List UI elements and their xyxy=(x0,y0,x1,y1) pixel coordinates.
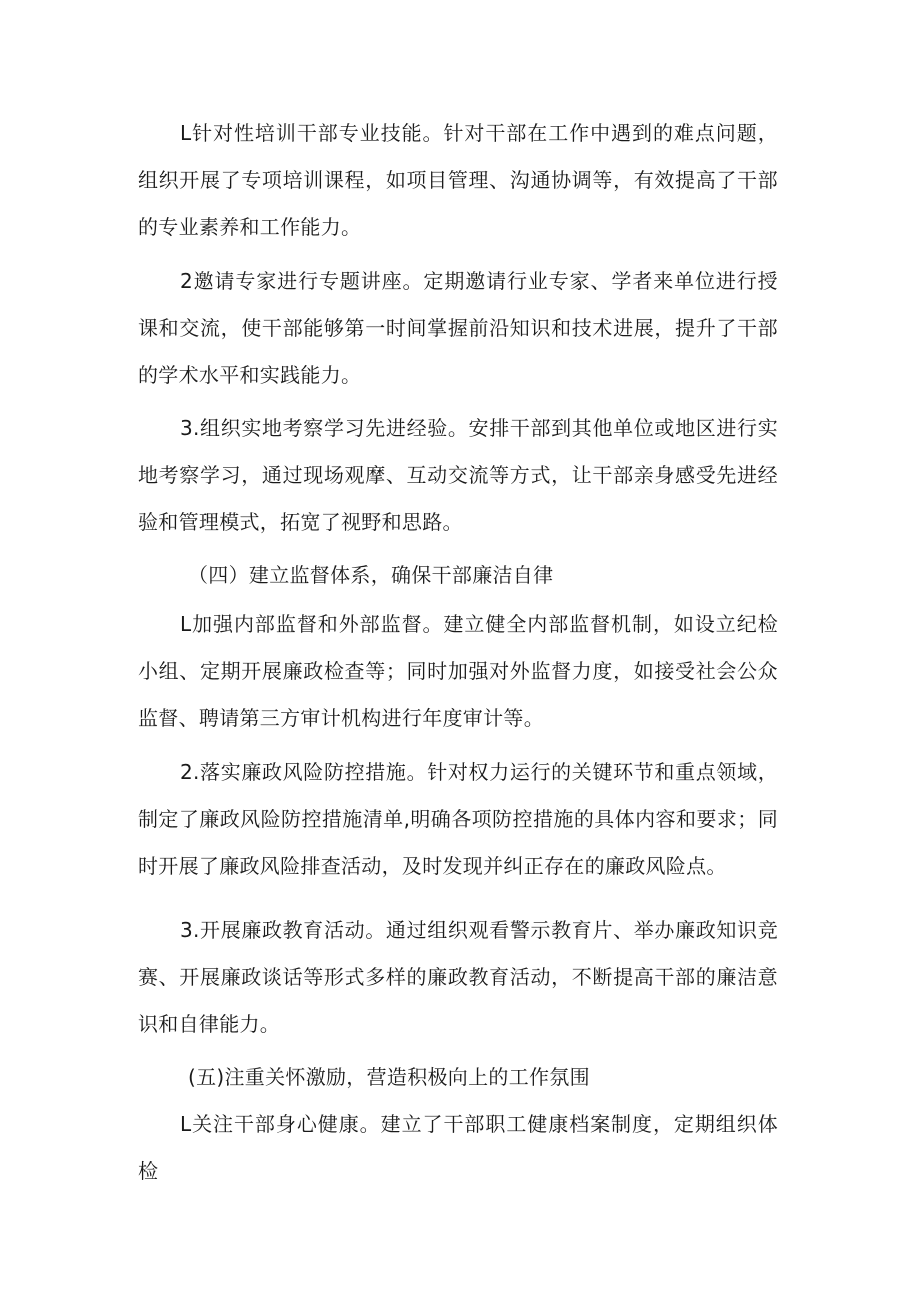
paragraph-field-study: 3.组织实地考察学习先进经验。安排干部到其他单位或地区进行实地考察学习，通过现场观摩、互动交流等方式，让干部亲身感受先进经验和管理模式，拓宽了视野和思路。 xyxy=(138,416,778,534)
paragraph-expert-lectures: 2邀请专家进行专题讲座。定期邀请行业专家、学者来单位进行授课和交流，使干部能够第一时间掌握前沿知识和技术进展，提升了干部的学术水平和实践能力。 xyxy=(138,269,778,387)
paragraph-training-skills: L针对性培训干部专业技能。针对干部在工作中遇到的难点问题，组织开展了专项培训课程，如项目管理、沟通协调等，有效提高了干部的专业素养和工作能力。 xyxy=(138,121,778,239)
paragraph-health-care: L关注干部身心健康。建立了干部职工健康档案制度，定期组织体检 xyxy=(138,1112,778,1183)
paragraph-integrity-education: 3.开展廉政教育活动。通过组织观看警示教育片、举办廉政知识竞赛、开展廉政谈话等形式多样的廉政教育活动，不断提高干部的廉洁意识和自律能力。 xyxy=(138,918,778,1036)
section-heading-supervision: （四）建立监督体系，确保干部廉洁自律 xyxy=(188,563,554,587)
section-heading-care-incentives: (五)注重关怀激励，营造积极向上的工作氛围 xyxy=(188,1065,590,1089)
paragraph-risk-control: 2.落实廉政风险防控措施。针对权力运行的关键环节和重点领域，制定了廉政风险防控措施清单,明确各项防控措施的具体内容和要求；同时开展了廉政风险排查活动，及时发现并纠正存在的廉政风险点。 xyxy=(138,760,778,878)
paragraph-internal-external-supervision: L加强内部监督和外部监督。建立健全内部监督机制，如设立纪检小组、定期开展廉政检查等；同时加强对外监督力度，如接受社会公众监督、聘请第三方审计机构进行年度审计等。 xyxy=(138,612,778,730)
